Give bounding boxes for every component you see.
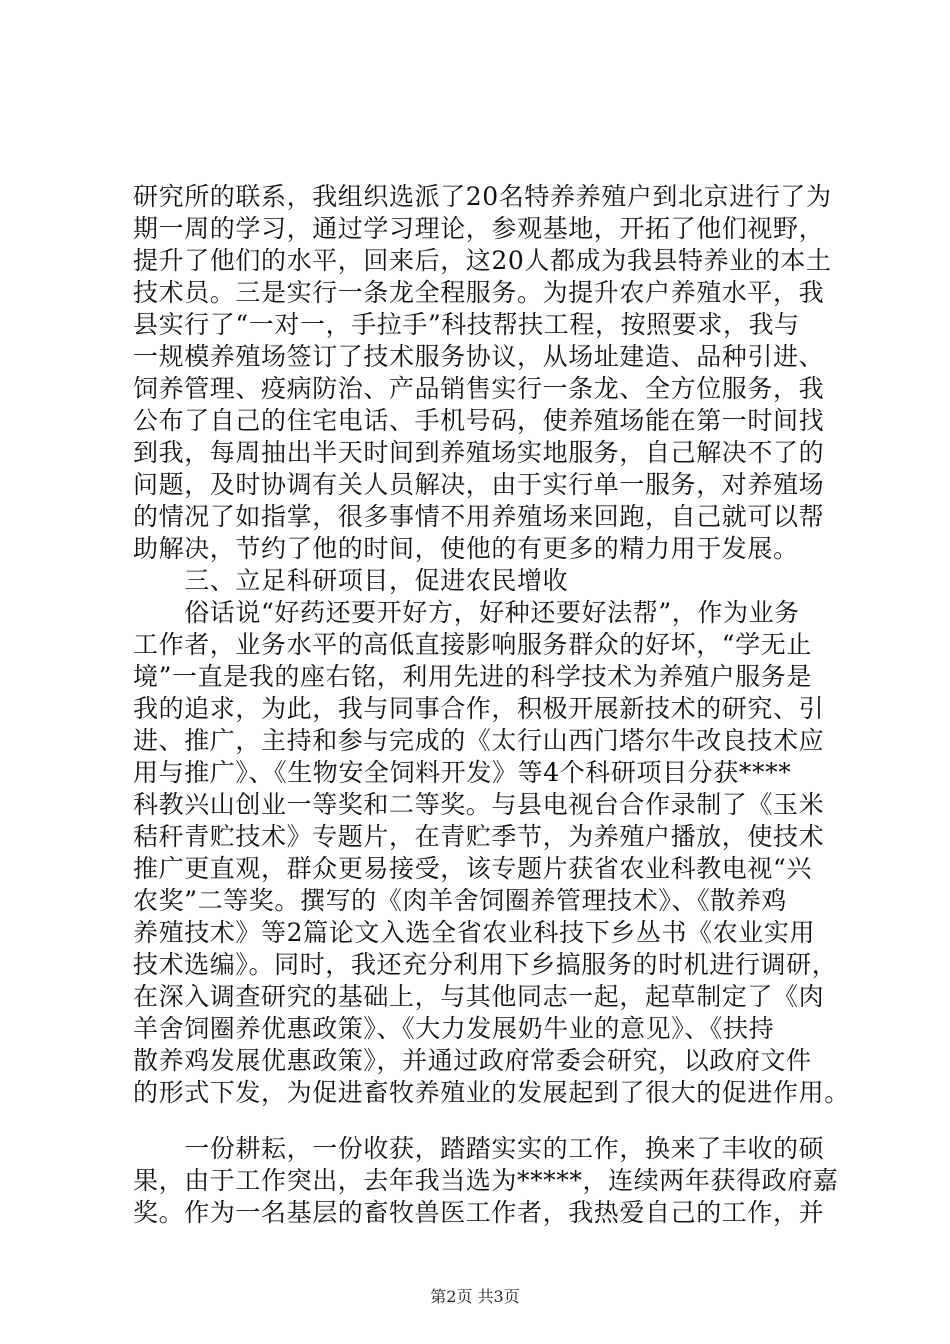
body-text-line: 技术员。三是实行一条龙全程服务。为提升农户养殖水平，我 (133, 278, 825, 307)
page-footer: 第2页 共3页 (430, 1287, 520, 1306)
body-text-line: 提升了他们的水平，回来后，这20人都成为我县特养业的本土 (133, 246, 832, 275)
body-text-line: 俗话说“好药还要开好方，好种还要好法帮”，作为业务 (133, 598, 800, 627)
section-heading: 三、立足科研项目，促进农民增收 (133, 566, 569, 595)
body-text-line: 助解决，节约了他的时间，使他的有更多的精力用于发展。 (133, 534, 799, 563)
body-text-line: 科教兴山创业一等奖和二等奖。与县电视台合作录制了《玉米 (133, 790, 825, 819)
body-text-line: 到我，每周抽出半天时间到养殖场实地服务，自己解决不了的 (133, 438, 825, 467)
body-text-line: 工作者，业务水平的高低直接影响服务群众的好坏，“学无止 (133, 630, 812, 659)
body-text-line: 境”一直是我的座右铭，利用先进的科学技术为养殖户服务是 (133, 662, 812, 691)
body-text-line: 养殖技术》等2篇论文入选全省农业科技下乡丛书《农业实用 (133, 918, 816, 947)
body-text-line: 果，由于工作突出，去年我当选为*****，连续两年获得政府嘉 (133, 1166, 839, 1195)
body-text-line: 饲养管理、疫病防治、产品销售实行一条龙、全方位服务，我 (133, 374, 825, 403)
body-text-line: 期一周的学习，通过学习理论，参观基地，开拓了他们视野， (133, 214, 825, 243)
body-text-line: 研究所的联系，我组织选派了20名特养养殖户到北京进行了为 (133, 182, 832, 211)
body-text-line: 用与推广》、《生物安全饲料开发》等4个科研项目分获**** (133, 758, 792, 787)
body-text-line: 散养鸡发展优惠政策》，并通过政府常委会研究，以政府文件 (133, 1046, 812, 1075)
body-text-line: 进、推广，主持和参与完成的《太行山西门塔尔牛改良技术应 (133, 726, 825, 755)
body-text-line: 一份耕耘，一份收获，踏踏实实的工作，换来了丰收的硕 (133, 1134, 825, 1163)
body-text-line: 秸秆青贮技术》专题片，在青贮季节，为养殖户播放，使技术 (133, 822, 825, 851)
body-text-line: 问题，及时协调有关人员解决，由于实行单一服务，对养殖场 (133, 470, 825, 499)
body-text-line: 一规模养殖场签订了技术服务协议，从场址建造、品种引进、 (133, 342, 825, 371)
body-text-line: 技术选编》。同时，我还充分利用下乡搞服务的时机进行调研， (133, 950, 838, 979)
body-text-line: 县实行了“一对一，手拉手”科技帮扶工程，按照要求，我与 (133, 310, 800, 339)
body-text-line: 我的追求，为此，我与同事合作，积极开展新技术的研究、引 (133, 694, 825, 723)
body-text-line: 的情况了如指掌，很多事情不用养殖场来回跑，自己就可以帮 (133, 502, 825, 531)
body-text-line: 农奖”二等奖。撰写的《肉羊舍饲圈养管理技术》、《散养鸡 (133, 886, 787, 915)
body-text-line: 羊舍饲圈养优惠政策》、《大力发展奶牛业的意见》、《扶持 (133, 1014, 775, 1043)
body-text-line: 奖。作为一名基层的畜牧兽医工作者，我热爱自己的工作，并 (133, 1198, 825, 1227)
body-text-line: 在深入调查研究的基础上，与其他同志一起，起草制定了《肉 (133, 982, 825, 1011)
body-text-line: 公布了自己的住宅电话、手机号码，使养殖场能在第一时间找 (133, 406, 825, 435)
body-text-line: 推广更直观，群众更易接受，该专题片获省农业科教电视“兴 (133, 854, 812, 883)
body-text-line: 的形式下发，为促进畜牧养殖业的发展起到了很大的促进作用。 (133, 1078, 850, 1107)
